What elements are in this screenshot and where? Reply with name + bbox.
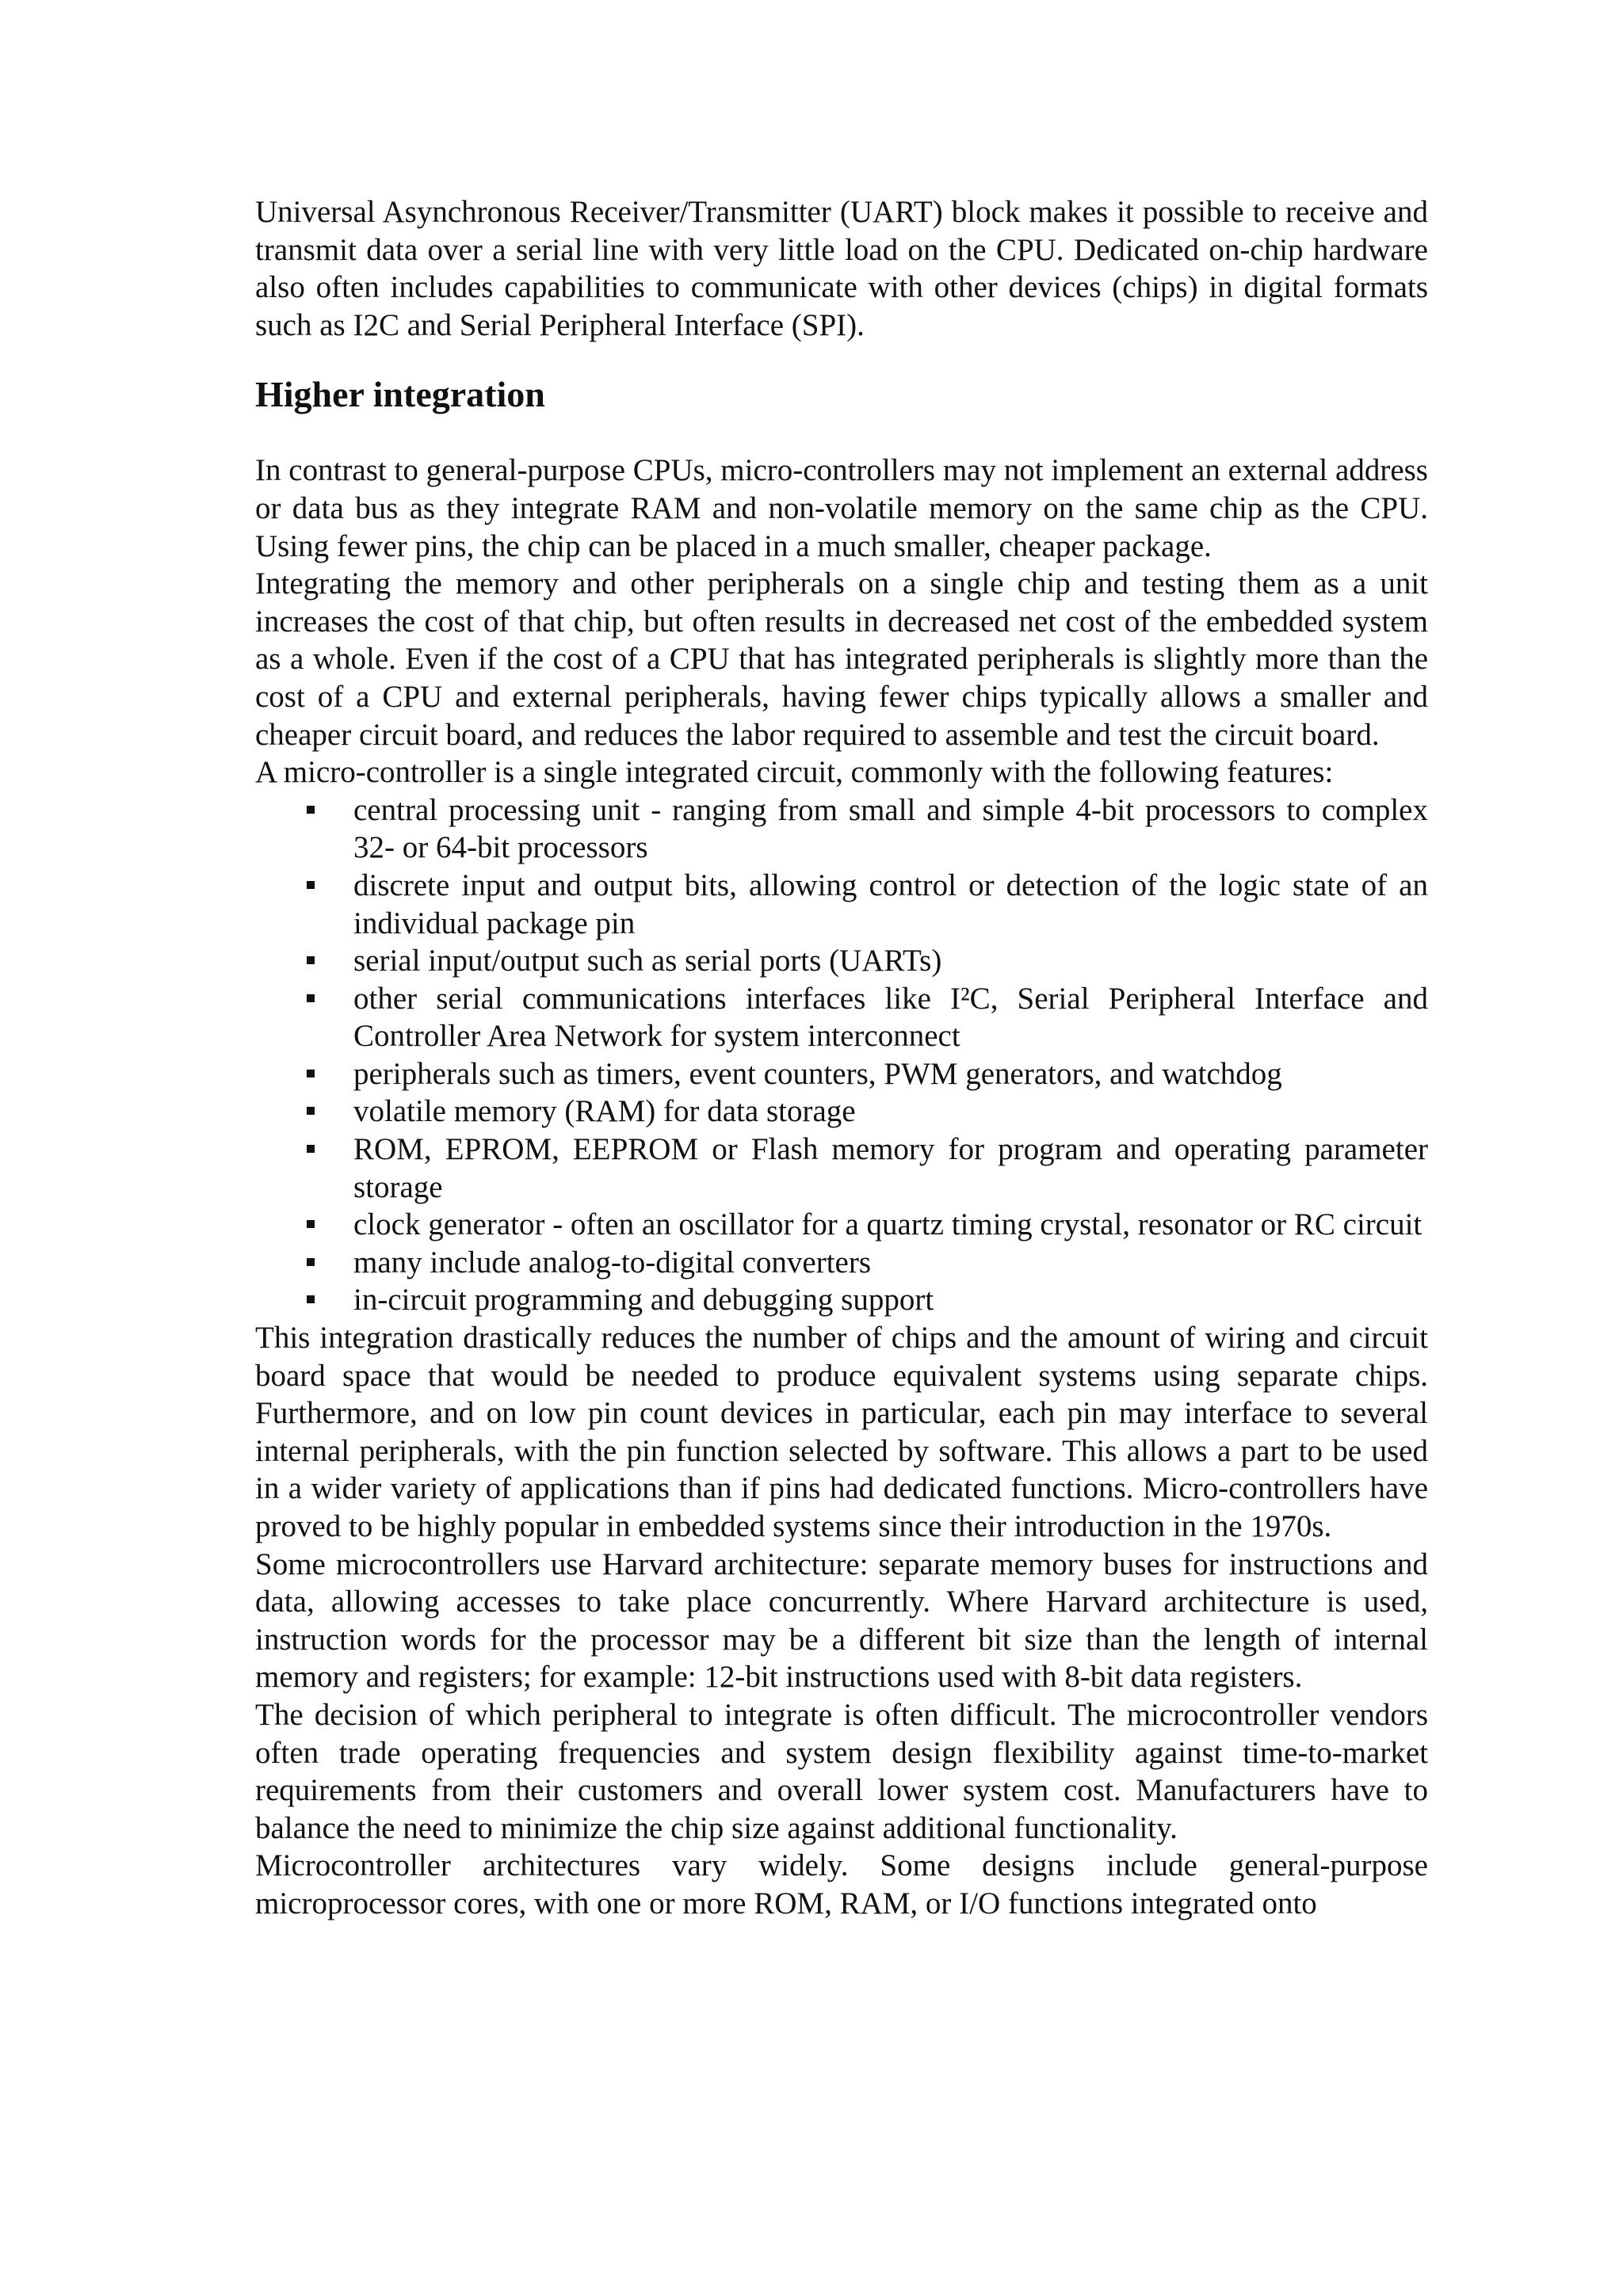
section-heading: Higher integration	[255, 374, 545, 415]
list-item-text: peripherals such as timers, event counters, PWM generators, and watchdog	[353, 1056, 1282, 1091]
spacer	[255, 344, 1428, 372]
list-item	[255, 1244, 1428, 1282]
paragraph-3: This integration drastically reduces the number of chips and the amount of wiring and circuit board space that would be needed to produce equivalent systems using separate chips. Furthermore, and on low pin count devices in particular, each pin may interface to several internal peripherals, with the pin function selected by software. This allows a part to be used in a wider variety of applications than if pins had dedicated functions. Micro-controllers have proved to be highly popular in embedded systems since their introduction in the 1970s.	[255, 1321, 1428, 1543]
list-item-text: clock generator - often an oscillator for a quartz timing crystal, resonator or RC circuit	[353, 1207, 1423, 1242]
list-item	[255, 942, 1428, 980]
list-item	[255, 867, 1428, 942]
square-bullet-icon	[307, 1107, 315, 1115]
square-bullet-icon	[307, 994, 315, 1002]
paragraph-1: In contrast to general-purpose CPUs, micro-controllers may not implement an external address or data bus as they integrate RAM and non-volatile memory on the same chip as the CPU. Using fewer pins, the chip can be placed in a much smaller, cheaper package.	[255, 453, 1428, 563]
square-bullet-icon	[307, 881, 315, 889]
list-item	[255, 1093, 1428, 1131]
list-item	[255, 980, 1428, 1055]
list-item	[255, 1055, 1428, 1093]
square-bullet-icon	[307, 1145, 315, 1153]
list-item-text: other serial communications interfaces like I²C, Serial Peripheral Interface and Controller Area Network for system interconnect	[353, 981, 1428, 1054]
list-item-text: volatile memory (RAM) for data storage	[353, 1094, 856, 1129]
list-item-text: discrete input and output bits, allowing control or detection of the logic state of an individual package pin	[353, 868, 1428, 940]
paragraph-5: The decision of which peripheral to integrate is often difficult. The microcontroller vendors often trade operating frequencies and system design flexibility against time-to-market requirements from their customers and overall lower system cost. Manufacturers have to balance the need to minimize the chip size against additional functionality.	[255, 1697, 1428, 1845]
paragraph-2: Integrating the memory and other peripherals on a single chip and testing them as a unit increases the cost of that chip, but often results in decreased net cost of the embedded system as a whole. Even if the cost of a CPU that has integrated peripherals is slightly more than the cost of a CPU and external peripherals, having fewer chips typically allows a smaller and cheaper circuit board, and reduces the labor required to assemble and test the circuit board.	[255, 566, 1428, 752]
list-item	[255, 1281, 1428, 1319]
list-item	[255, 1131, 1428, 1206]
feature-list	[255, 791, 1428, 1319]
list-item-text: ROM, EPROM, EEPROM or Flash memory for program and operating parameter storage	[353, 1132, 1428, 1204]
list-item-text: in-circuit programming and debugging support	[353, 1283, 934, 1318]
paragraph-4: Some microcontrollers use Harvard architecture: separate memory buses for instructions and data, allowing accesses to take place concurrently. Where Harvard architecture is used, instruction words for the processor may be a different bit size than the length of internal memory and registers; for example: 12-bit instructions used with 8-bit data registers.	[255, 1547, 1428, 1695]
document-page	[255, 193, 1428, 1923]
list-intro: A micro-controller is a single integrated circuit, commonly with the following features:	[255, 755, 1334, 790]
square-bullet-icon	[307, 1295, 315, 1303]
paragraph-6: Microcontroller architectures vary widely. Some designs include general-purpose microprocessor cores, with one or more ROM, RAM, or I/O functions integrated onto	[255, 1848, 1428, 1920]
square-bullet-icon	[307, 1070, 315, 1077]
list-item	[255, 791, 1428, 867]
list-item-text: many include analog-to-digital converters	[353, 1245, 872, 1280]
square-bullet-icon	[307, 956, 315, 964]
intro-paragraph: Universal Asynchronous Receiver/Transmitter (UART) block makes it possible to receive and transmit data over a serial line with very little load on the CPU. Dedicated on-chip hardware also often includes capabilities to communicate with other devices (chips) in digital formats such as I2C and Serial Peripheral Interface (SPI).	[255, 195, 1428, 342]
square-bullet-icon	[307, 1258, 315, 1266]
spacer	[255, 417, 1428, 452]
square-bullet-icon	[307, 1220, 315, 1228]
square-bullet-icon	[307, 806, 315, 814]
list-item-text: serial input/output such as serial ports (UARTs)	[353, 944, 942, 978]
list-item	[255, 1206, 1428, 1244]
list-item-text: central processing unit - ranging from small and simple 4-bit processors to complex 32- or 64-bit processors	[353, 792, 1428, 865]
